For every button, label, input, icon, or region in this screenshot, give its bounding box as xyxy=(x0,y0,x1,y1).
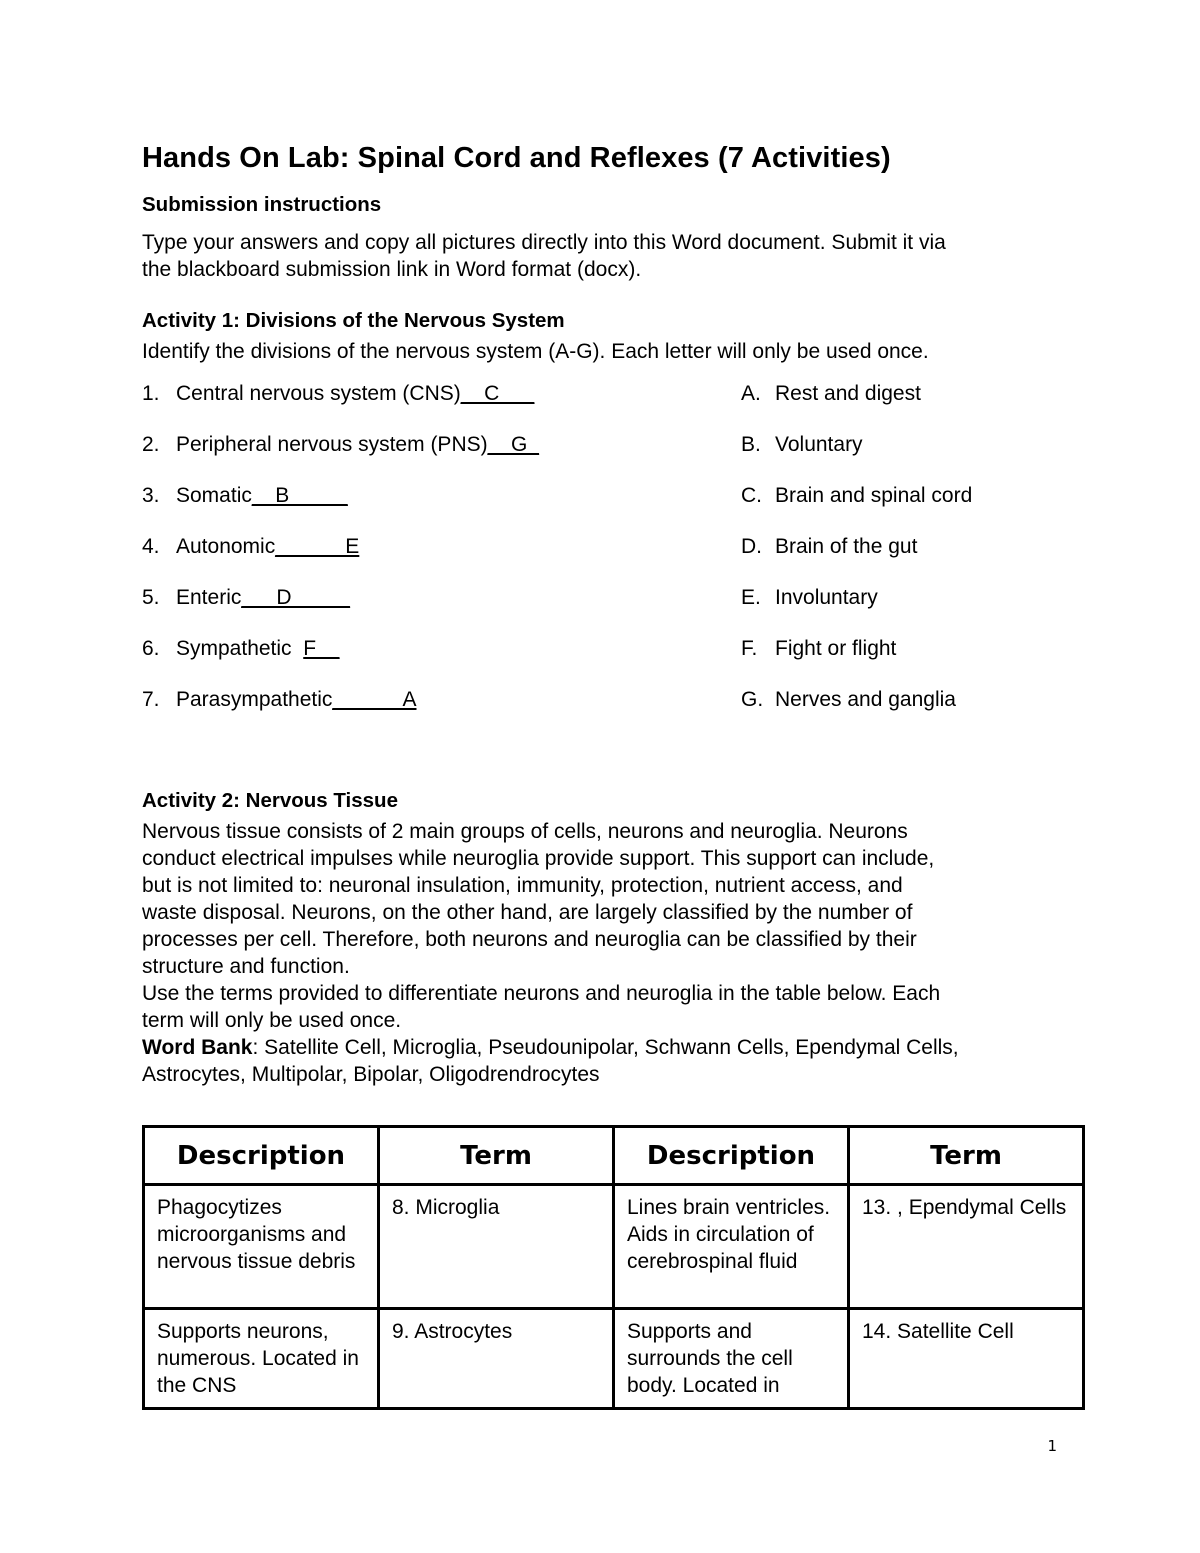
item-label: Enteric xyxy=(176,586,242,609)
description-cell: Supports neurons, numerous. Located in the CNS xyxy=(144,1309,379,1409)
page-title: Hands On Lab: Spinal Cord and Reflexes (7 Activities) xyxy=(142,142,891,174)
item-label: Central nervous system (CNS) xyxy=(176,382,461,405)
word-bank xyxy=(142,1034,1072,1061)
activity1-item xyxy=(142,431,539,458)
activity1-heading: Activity 1: Divisions of the Nervous System xyxy=(142,309,565,332)
option-text: Voluntary xyxy=(775,433,863,456)
submission-line: Type your answers and copy all pictures directly into this Word document. Submit it via xyxy=(142,231,946,254)
word-bank-terms: : Satellite Cell, Microglia, Pseudounipolar, Schwann Cells, Ependymal Cells, xyxy=(252,1036,959,1059)
item-answer: __G_ xyxy=(487,433,539,456)
column-header: Term xyxy=(849,1127,1084,1185)
column-header: Description xyxy=(614,1127,849,1185)
description-cell: Lines brain ventricles. Aids in circulation of cerebrospinal fluid xyxy=(614,1185,849,1309)
item-label: Autonomic xyxy=(176,535,276,558)
term-cell: 9. Astrocytes xyxy=(379,1309,614,1409)
activity1-item xyxy=(142,686,417,713)
word-bank-terms-cont: Astrocytes, Multipolar, Bipolar, Oligodrendrocytes xyxy=(142,1063,600,1086)
paragraph-line: Nervous tissue consists of 2 main groups of cells, neurons and neuroglia. Neurons xyxy=(142,820,908,843)
word-bank-label: Word Bank xyxy=(142,1036,253,1059)
item-label: Peripheral nervous system (PNS) xyxy=(176,433,488,456)
paragraph-line: waste disposal. Neurons, on the other hand, are largely classified by the number of xyxy=(142,901,913,924)
item-number: 3. xyxy=(142,484,160,507)
term-cell: 13. , Ependymal Cells xyxy=(849,1185,1084,1309)
option-letter: D. xyxy=(741,535,762,558)
activity1-item xyxy=(142,635,339,662)
term-cell: 14. Satellite Cell xyxy=(849,1309,1084,1409)
option-letter: G. xyxy=(741,688,764,711)
paragraph-line: Use the terms provided to differentiate neurons and neuroglia in the table below. Each xyxy=(142,982,941,1005)
option-letter: E. xyxy=(741,586,761,609)
option-letter: A. xyxy=(741,382,761,405)
option-text: Nerves and ganglia xyxy=(775,688,956,711)
column-header: Description xyxy=(144,1127,379,1185)
item-label: Sympathetic xyxy=(176,637,304,660)
submission-line: the blackboard submission link in Word format (docx). xyxy=(142,258,642,281)
activity1-option xyxy=(741,380,921,407)
paragraph-line: processes per cell. Therefore, both neurons and neuroglia can be classified by their xyxy=(142,928,917,951)
option-text: Brain of the gut xyxy=(775,535,918,558)
paragraph-line: structure and function. xyxy=(142,955,350,978)
paragraph-line: term will only be used once. xyxy=(142,1009,402,1032)
item-label: Parasympathetic xyxy=(176,688,333,711)
activity1-item xyxy=(142,482,348,509)
item-number: 7. xyxy=(142,688,160,711)
classification-table xyxy=(142,1125,1085,1410)
item-answer: ___D_____ xyxy=(241,586,350,609)
activity1-option xyxy=(741,635,896,662)
submission-heading: Submission instructions xyxy=(142,193,382,216)
activity1-option xyxy=(741,431,863,458)
description-cell: Phagocytizes microorganisms and nervous tissue debris xyxy=(144,1185,379,1309)
option-letter: B. xyxy=(741,433,761,456)
option-text: Fight or flight xyxy=(775,637,897,660)
activity2-paragraph xyxy=(142,818,1072,1088)
item-number: 6. xyxy=(142,637,160,660)
option-letter: F. xyxy=(741,637,758,660)
item-answer: ______A xyxy=(332,688,417,711)
paragraph-line: conduct electrical impulses while neuroglia provide support. This support can include, xyxy=(142,847,935,870)
description-cell: Supports and surrounds the cell body. Located in xyxy=(614,1309,849,1409)
table-row xyxy=(144,1309,1084,1409)
option-text: Brain and spinal cord xyxy=(775,484,973,507)
submission-instructions xyxy=(142,229,1072,283)
option-text: Rest and digest xyxy=(775,382,921,405)
activity1-item xyxy=(142,584,350,611)
item-label: Somatic xyxy=(176,484,252,507)
table-row xyxy=(144,1185,1084,1309)
item-answer: __C___ xyxy=(460,382,535,405)
activity1-option xyxy=(741,584,878,611)
item-number: 4. xyxy=(142,535,160,558)
column-header: Term xyxy=(379,1127,614,1185)
option-letter: C. xyxy=(741,484,762,507)
table-header-row xyxy=(144,1127,1084,1185)
term-cell: 8. Microglia xyxy=(379,1185,614,1309)
page-number: 1 xyxy=(1047,1437,1057,1455)
item-number: 5. xyxy=(142,586,160,609)
item-number: 2. xyxy=(142,433,160,456)
paragraph-line: but is not limited to: neuronal insulation, immunity, protection, nutrient access, and xyxy=(142,874,903,897)
activity1-option xyxy=(741,482,972,509)
activity1-option xyxy=(741,533,917,560)
item-answer: F__ xyxy=(303,637,340,660)
item-number: 1. xyxy=(142,382,160,405)
activity1-item xyxy=(142,533,359,560)
activity1-item xyxy=(142,380,534,407)
item-answer: __B_____ xyxy=(251,484,348,507)
activity1-option xyxy=(741,686,956,713)
activity1-instruction: Identify the divisions of the nervous system (A-G). Each letter will only be used once. xyxy=(142,340,929,363)
option-text: Involuntary xyxy=(775,586,878,609)
activity2-heading: Activity 2: Nervous Tissue xyxy=(142,789,398,812)
item-answer: ______E xyxy=(275,535,360,558)
